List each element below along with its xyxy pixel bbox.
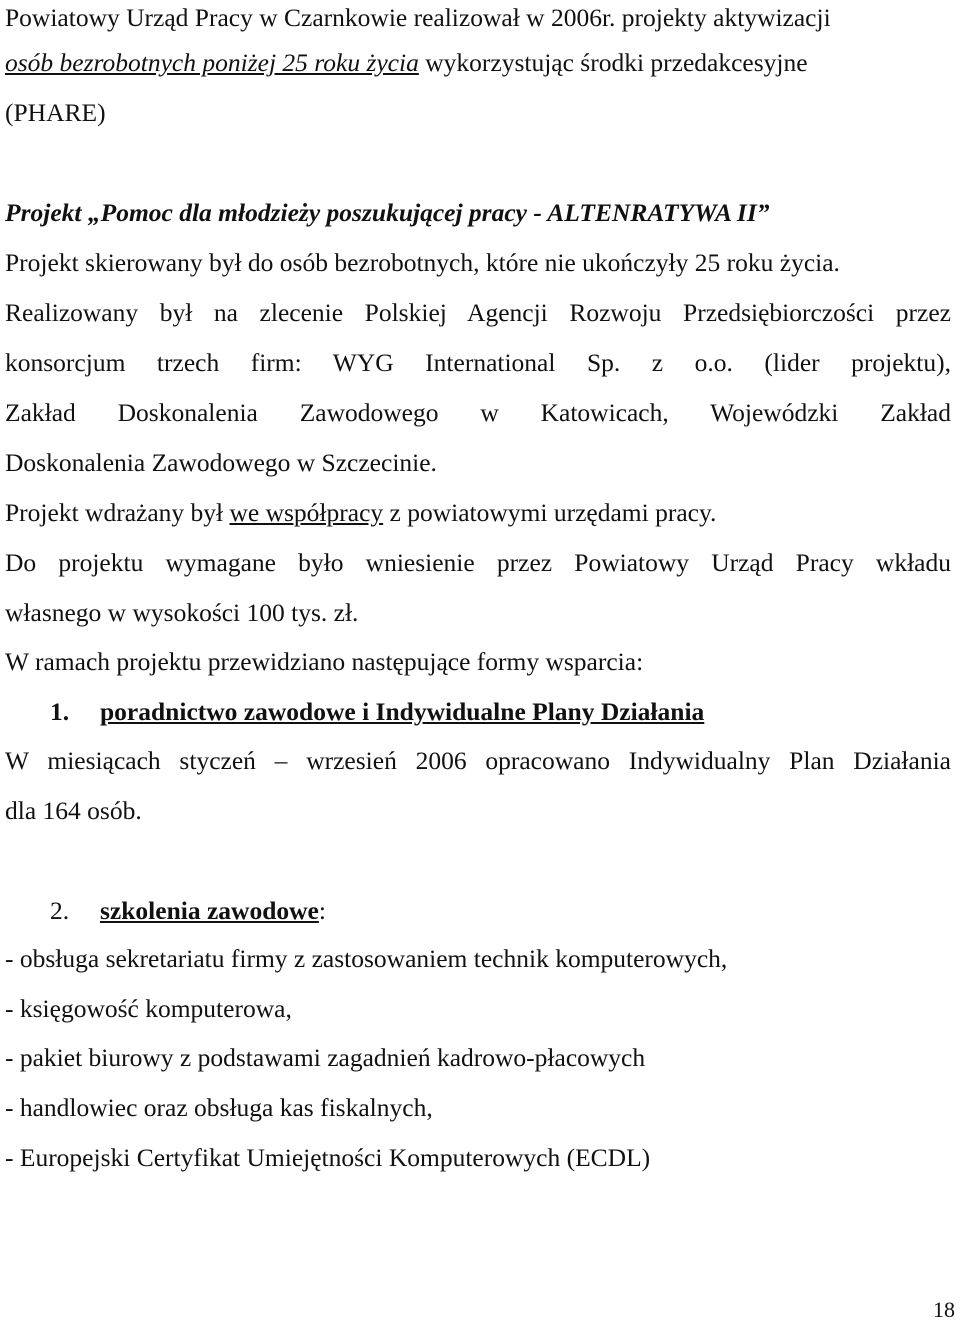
- list-item: - handlowiec oraz obsługa kas fiskalnych,: [5, 1093, 433, 1122]
- list-item: - pakiet biurowy z podstawami zagadnień kadrowo-płacowych: [5, 1043, 646, 1072]
- list-item: - Europejski Certyfikat Umiejętności Komputerowych (ECDL): [5, 1143, 651, 1172]
- section-1-text-line-1: W miesiącach styczeń – wrzesień 2006 opracowano Indywidualny Plan Działania: [5, 746, 951, 775]
- section-2-number: 2.: [50, 896, 70, 925]
- section-1-text-line-2: dla 164 osób.: [5, 796, 142, 825]
- section-1-heading: [50, 697, 704, 727]
- intro-line-3: (PHARE): [5, 98, 106, 127]
- project-paragraph-2-line-4: Doskonalenia Zawodowego w Szczecinie.: [5, 448, 437, 477]
- intro-line-2: [5, 48, 808, 78]
- project-title: Projekt „Pomoc dla młodzieży poszukującej pracy - ALTENRATYWA II”: [5, 198, 770, 227]
- p3-start: Projekt wdrażany był: [5, 498, 230, 527]
- p3-underlined: we współpracy: [229, 498, 384, 527]
- project-paragraph-2-line-2: konsorcjum trzech firm: WYG International Sp. z o.o. (lider projektu),: [5, 348, 951, 377]
- project-paragraph-2-line-3: Zakład Doskonalenia Zawodowego w Katowicach, Wojewódzki Zakład: [5, 398, 951, 427]
- project-paragraph-5: W ramach projektu przewidziano następujące formy wsparcia:: [5, 647, 644, 676]
- project-paragraph-2-line-1: Realizowany był na zlecenie Polskiej Agencji Rozwoju Przedsiębiorczości przez: [5, 298, 951, 327]
- section-1-number: 1.: [50, 697, 70, 726]
- list-item: - obsługa sekretariatu firmy z zastosowaniem technik komputerowych,: [5, 944, 728, 973]
- section-2-title-suffix: :: [318, 896, 326, 925]
- page-number: 18: [933, 1297, 955, 1322]
- project-paragraph-4-line-1: Do projektu wymagane było wniesienie przez Powiatowy Urząd Pracy wkładu: [5, 548, 951, 577]
- project-paragraph-3: [5, 498, 716, 528]
- section-2-heading: [50, 896, 326, 926]
- list-item: - księgowość komputerowa,: [5, 994, 292, 1023]
- project-paragraph-1: Projekt skierowany był do osób bezrobotnych, które nie ukończyły 25 roku życia.: [5, 248, 840, 277]
- project-paragraph-4-line-2: własnego w wysokości 100 tys. zł.: [5, 598, 359, 627]
- intro-line-2-rest: wykorzystując środki przedakcesyjne: [418, 48, 808, 77]
- section-1-title: poradnictwo zawodowe i Indywidualne Plany Działania: [100, 697, 705, 726]
- intro-line-1: Powiatowy Urząd Pracy w Czarnkowie realizował w 2006r. projekty aktywizacji: [5, 3, 831, 32]
- intro-emphasis: osób bezrobotnych poniżej 25 roku życia: [5, 48, 419, 77]
- p3-end: z powiatowymi urzędami pracy.: [383, 498, 717, 527]
- section-2-title: szkolenia zawodowe: [100, 896, 319, 925]
